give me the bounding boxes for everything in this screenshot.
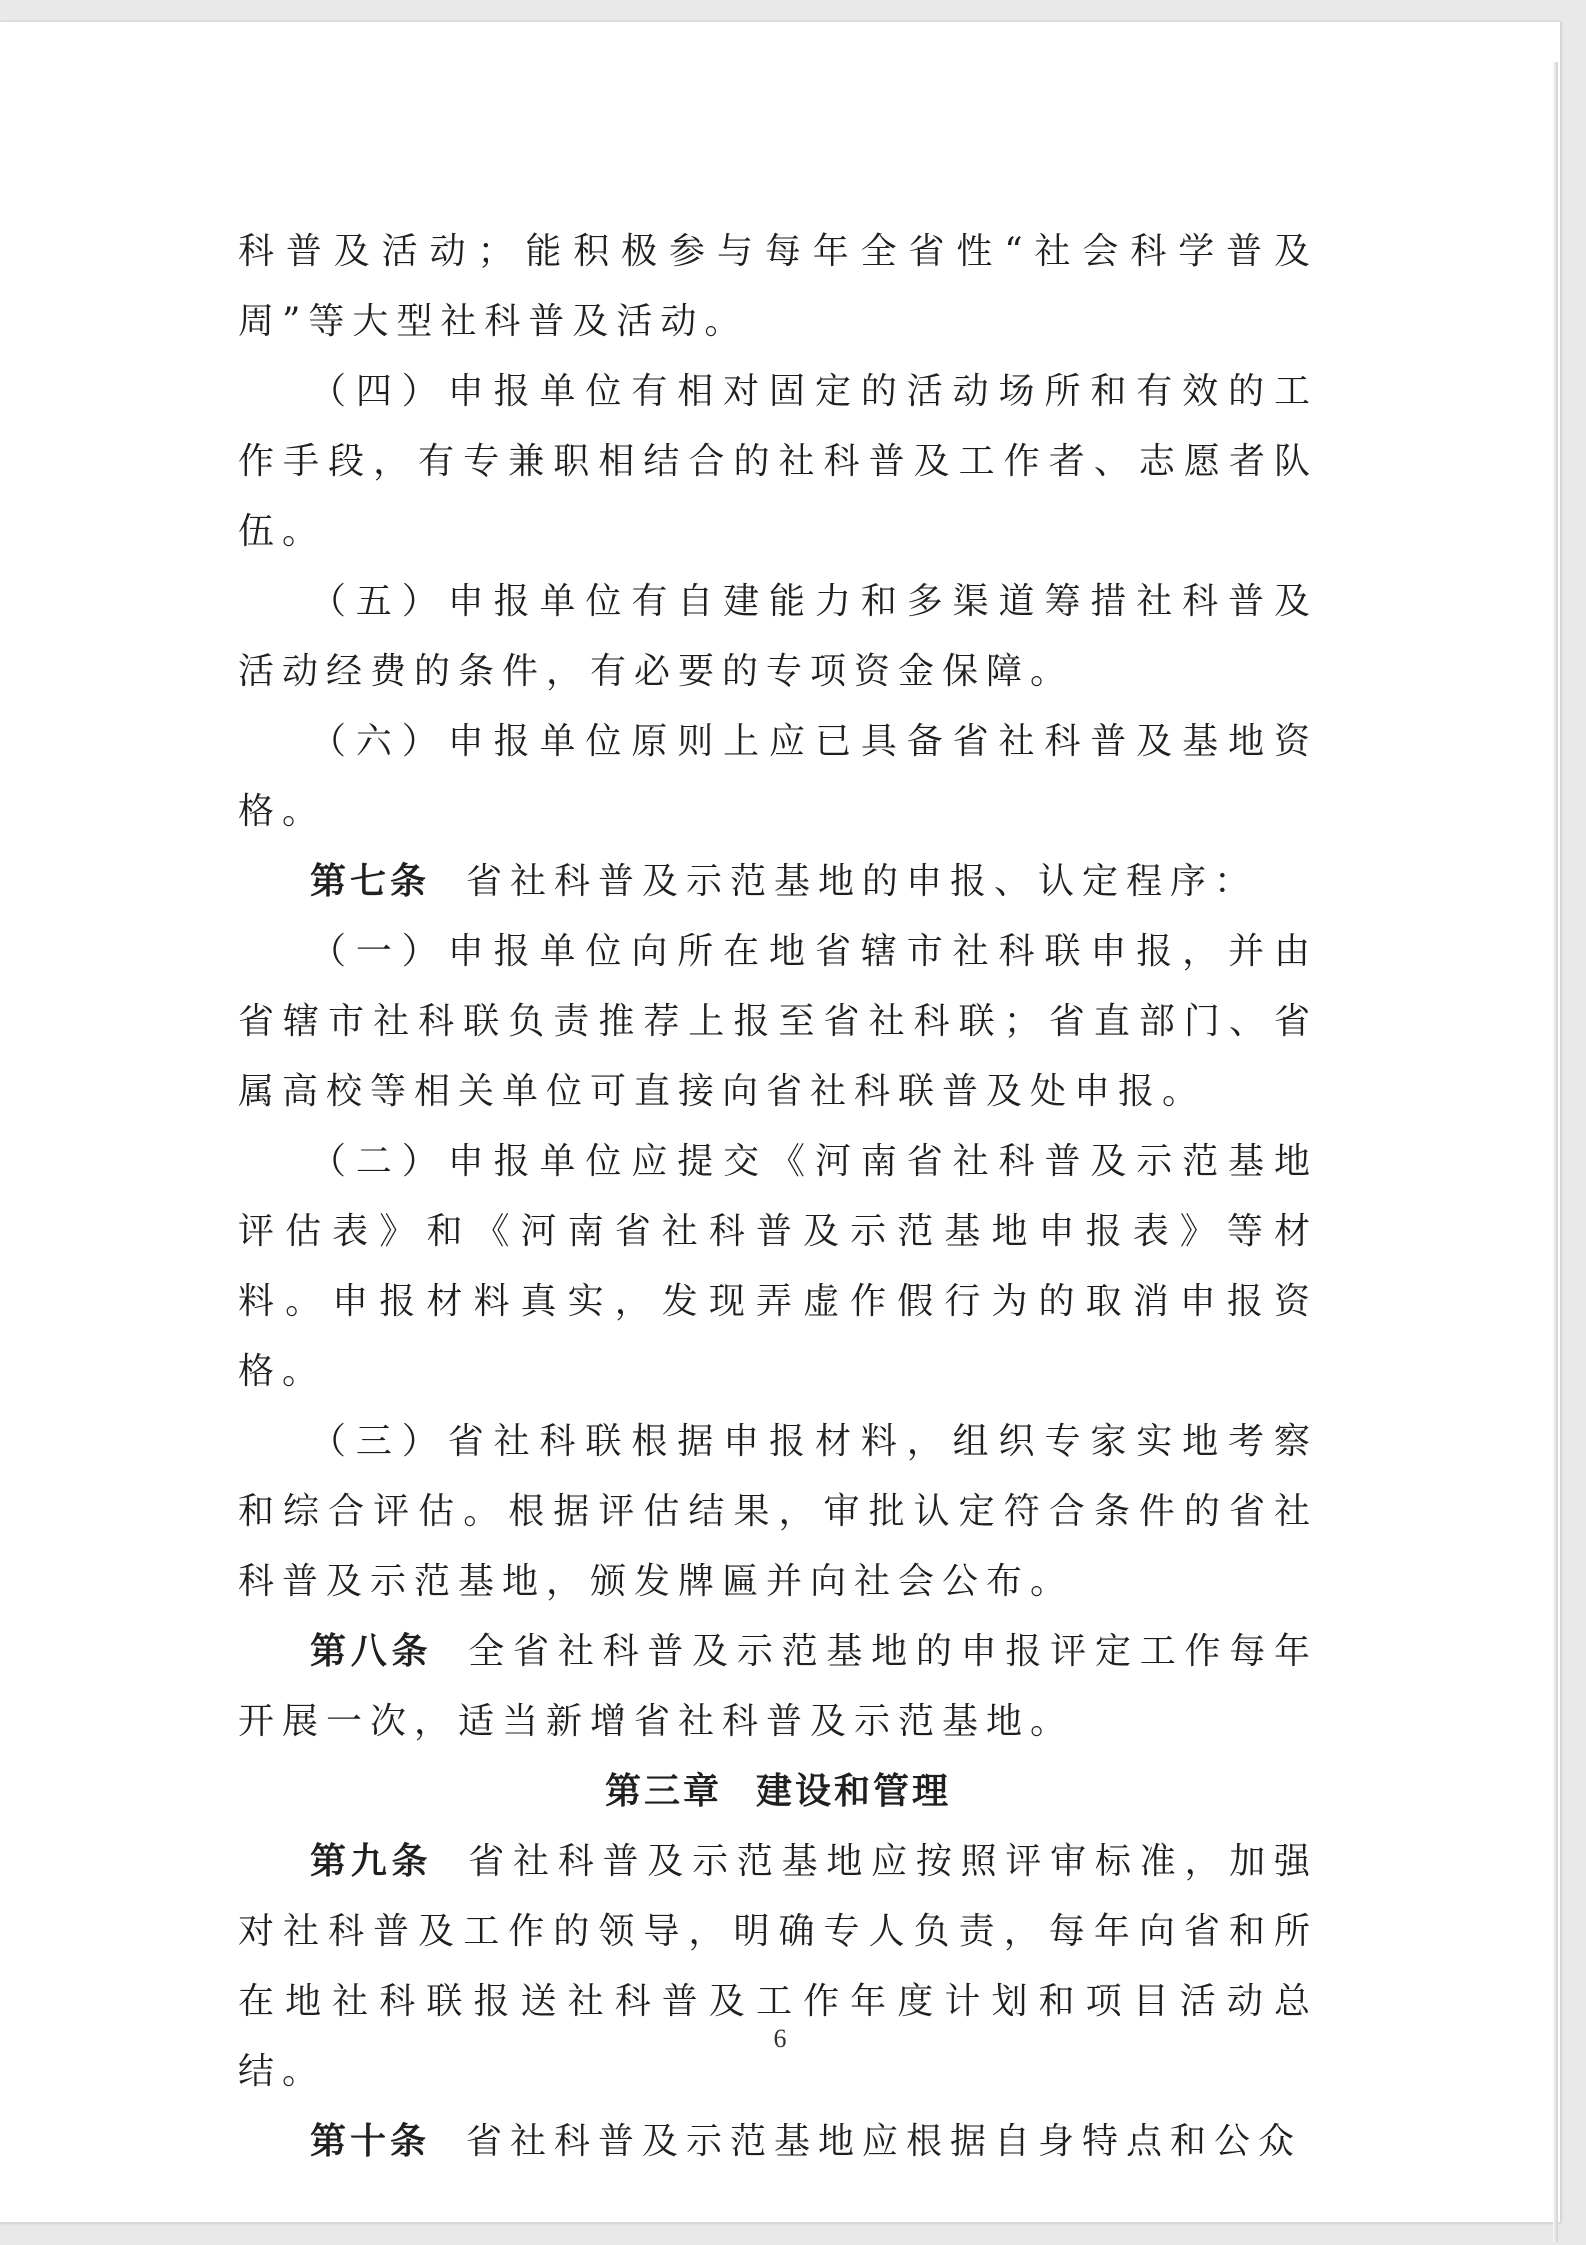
article-text: 省社科普及示范基地的申报、认定程序： [466,861,1259,902]
article-8 [238,1617,1318,1757]
article-9 [238,1827,1318,2107]
paragraph-text: （二）申报单位应提交《河南省社科普及示范基地评估表》和《河南省社科普及示范基地申报表》等材料。申报材料真实，发现弄虚作假行为的取消申报资格。 [238,1141,1318,1392]
article-label: 第十条 [310,2121,431,2162]
article-label: 第九条 [310,1841,433,1882]
article-7 [238,847,1318,917]
paragraph-text: （五）申报单位有自建能力和多渠道筹措社科普及活动经费的条件，有必要的专项资金保障。 [238,581,1318,692]
paragraph-step-3 [238,1407,1318,1617]
document-page [0,22,1561,2223]
paragraph-item-6 [238,707,1318,847]
page-fold-shadow [1553,62,1558,2242]
paragraph-item-4 [238,357,1318,567]
paragraph-continuation [238,217,1318,357]
paragraph-text: 科普及活动；能积极参与每年全省性“社会科学普及周”等大型社科普及活动。 [238,231,1318,342]
article-label: 第八条 [310,1631,433,1672]
paragraph-text: （一）申报单位向所在地省辖市社科联申报，并由省辖市社科联负责推荐上报至省社科联；省直部门、省属高校等相关单位可直接向省社科联普及处申报。 [238,931,1318,1112]
article-text: 省社科普及示范基地应根据自身特点和公众 [466,2121,1303,2162]
chapter-heading [238,1757,1318,1827]
article-10 [238,2107,1318,2177]
paragraph-item-5 [238,567,1318,707]
paragraph-text: （四）申报单位有相对固定的活动场所和有效的工作手段，有专兼职相结合的社科普及工作者、志愿者队伍。 [238,371,1318,552]
article-text: 全省社科普及示范基地的申报评定工作每年开展一次，适当新增省社科普及示范基地。 [238,1631,1318,1742]
paragraph-text: （六）申报单位原则上应已具备省社科普及基地资格。 [238,721,1318,832]
chapter-number: 第三章 [604,1771,722,1812]
paragraph-step-1 [238,917,1318,1127]
paragraph-step-2 [238,1127,1318,1407]
document-body [238,217,1318,2177]
paragraph-text: （三）省社科联根据申报材料，组织专家实地考察和综合评估。根据评估结果，审批认定符合条件的省社科普及示范基地，颁发牌匾并向社会公布。 [238,1421,1318,1602]
chapter-title: 建设和管理 [756,1771,952,1812]
article-text: 省社科普及示范基地应按照评审标准，加强对社科普及工作的领导，明确专人负责，每年向省和所在地社科联报送社科普及工作年度计划和项目活动总结。 [238,1841,1318,2092]
page-number: 6 [773,2024,787,2053]
article-label: 第七条 [310,861,431,902]
